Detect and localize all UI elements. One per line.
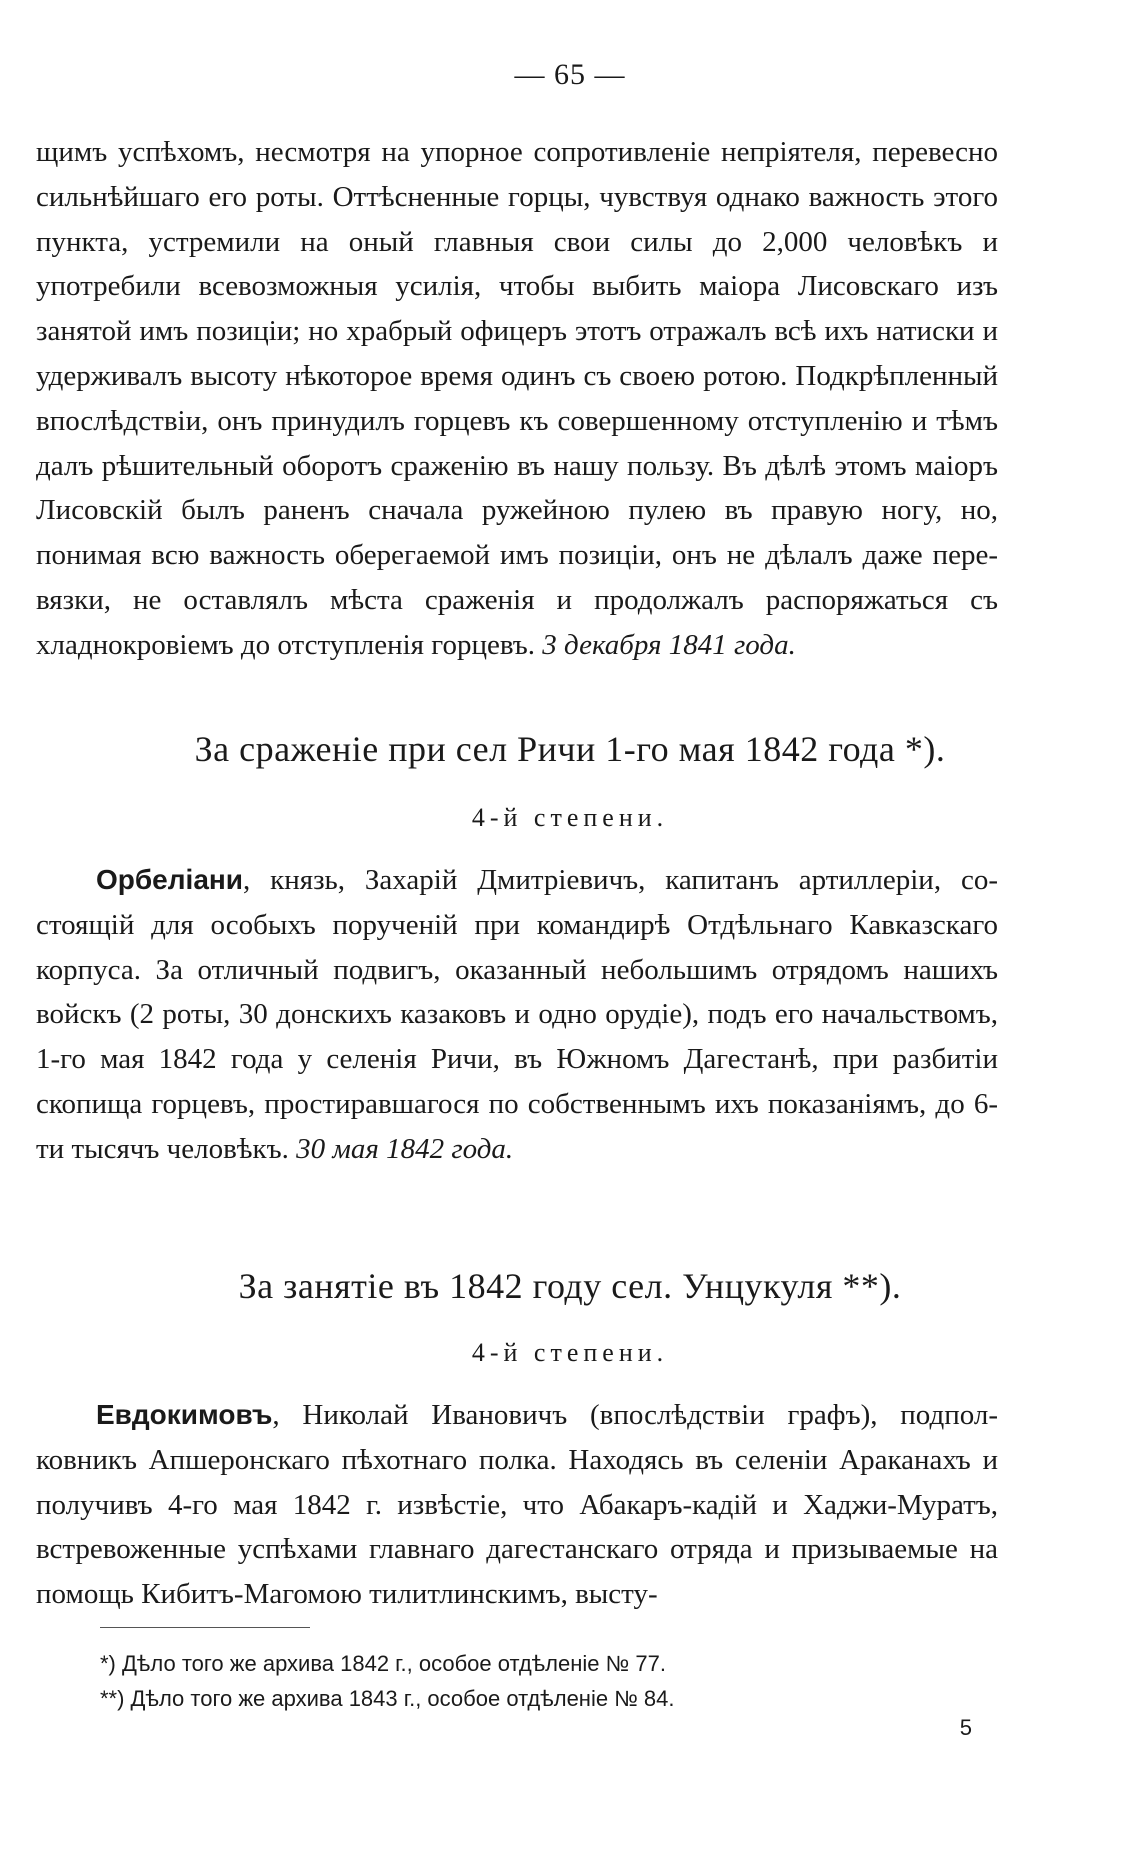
degree-label: 4-й степени.	[471, 803, 669, 832]
section-heading-richi: За сраженіе при сел Ричи 1-го мая 1842 года *).	[194, 729, 946, 769]
footnote-divider	[100, 1627, 310, 1628]
entry-orbeliani	[36, 858, 998, 1172]
degree-label: 4-й степени.	[471, 1338, 669, 1367]
award-date: 30 мая 1842 года.	[296, 1132, 514, 1165]
section-heading-untsukul: За занятіе въ 1842 году сел. Унцукуля **).	[238, 1266, 902, 1306]
entry-evdokimov	[36, 1393, 998, 1617]
person-name: Евдокимовъ	[96, 1399, 273, 1430]
footnote-1: *) Дѣло того же архива 1842 г., особое отдѣленіе № 77.	[100, 1651, 666, 1676]
paragraph-lisovsky	[36, 130, 998, 668]
award-date: 3 декабря 1841 года.	[542, 628, 796, 661]
person-name: Орбеліани	[96, 864, 244, 895]
entry-text: , князь, Захарій Дмитріевичъ, капитанъ артиллеріи, состоящій для особыхъ порученій при командирѣ Отдѣльнаго Кавказскаго корпуса. За отличный подвигъ, оказанный небольшимъ отрядомъ нашихъ войскъ (2 роты, 30 донскихъ казаковъ и одно орудіе), подъ его начальствомъ, 1-го мая 1842 года у селенія Ричи, въ Южномъ Дагестанѣ, при разбитіи скопища горцевъ, простиравшагося по собственнымъ ихъ показаніямъ, до 6-ти тысячъ человѣкъ.	[36, 864, 998, 1165]
footnote-2: **) Дѣло того же архива 1843 г., особое отдѣленіе № 84.	[100, 1686, 675, 1711]
paragraph-text: щимъ успѣхомъ, несмотря на упорное сопротивленіе непріятеля, перевесно сильнѣйшаго его роты. Оттѣсненные горцы, чувствуя однако важность этого пункта, устремили на оный главныя свои силы до 2,000 человѣкъ и употребили всевозможныя усилія, чтобы выбить маіора Лисовскаго изъ занятой имъ позиціи; но храбрый офицеръ этотъ отражалъ всѣ ихъ натиски и удерживалъ высоту нѣкоторое время одинъ съ своею ротою. Подкрѣпленный впослѣдствіи, онъ принудилъ горцевъ къ совершенному отступленію и тѣмъ далъ рѣшительный оборотъ сраженію въ нашу пользу. Въ дѣлѣ этомъ маіоръ Лисовскій былъ раненъ сначала ружейною пулею въ правую ногу, но, понимая всю важность оберегаемой имъ позиціи, онъ не дѣлалъ даже перевязки, не оставлялъ мѣста сраженія и продолжалъ распоряжаться съ хладнокровіемъ до отступленія горцевъ.	[36, 136, 998, 661]
entry-text: , Николай Ивановичъ (впослѣдствіи графъ), подполковникъ Апшеронскаго пѣхотнаго полка. Находясь въ селеніи Араканахъ и получивъ 4-го мая 1842 г. извѣстіе, что Абакаръ-кадій и Хаджи-Муратъ, встревоженные успѣхами главнаго дагестанскаго отряда и призываемые на помощь Кибитъ-Магомою тилитлинскимъ, высту-	[36, 1399, 998, 1611]
page-number: — 65 —	[514, 58, 626, 91]
sheet-signature: 5	[959, 1715, 972, 1740]
